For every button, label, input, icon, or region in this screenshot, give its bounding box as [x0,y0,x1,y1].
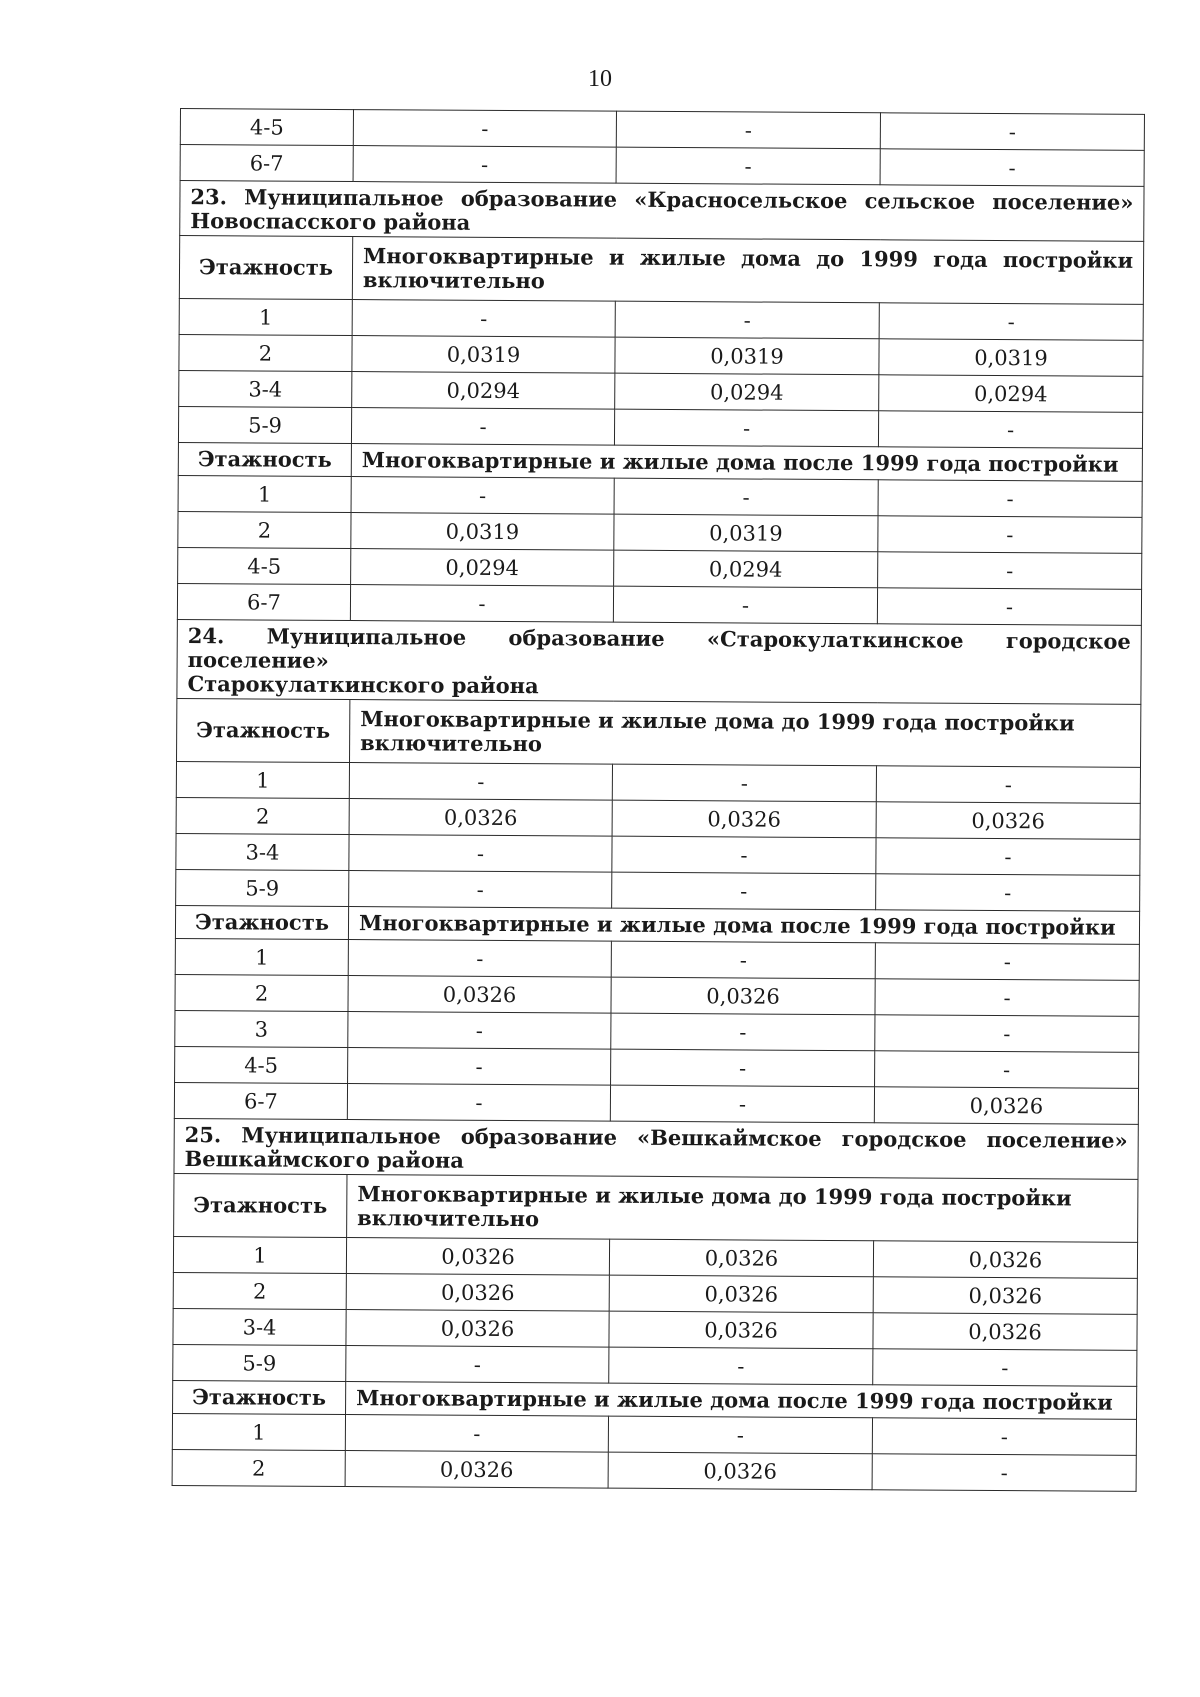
block-caption-cell: Многоквартирные и жилые дома после 1999 года постройки [351,444,1142,482]
value-cell: - [876,874,1140,912]
floor-cell: 6-7 [177,583,350,620]
value-cell: 0,0326 [611,977,875,1015]
floor-cell: 2 [179,334,352,371]
value-cell: - [872,1454,1136,1492]
value-cell: - [877,588,1141,626]
value-cell: - [614,409,878,447]
floor-header-cell: Этажность [179,236,352,300]
value-cell: - [875,943,1139,981]
block-header-row [174,1173,1138,1242]
value-cell: 0,0326 [349,799,612,837]
value-cell: - [875,979,1139,1017]
value-cell: - [611,1013,875,1051]
floor-header-cell: Этажность [177,698,350,762]
value-cell: 0,0326 [346,1274,609,1312]
value-cell: - [352,300,615,338]
table-row [176,797,1140,839]
floor-cell: 5-9 [178,406,351,443]
value-cell: - [347,1084,610,1122]
block-caption-cell: Многоквартирные и жилые дома после 1999 года постройки [348,907,1139,945]
value-cell: 0,0326 [873,1313,1137,1351]
block-caption-cell: Многоквартирные и жилые дома до 1999 года постройки включительно [347,1175,1138,1243]
value-cell: - [353,110,616,148]
value-cell: - [612,872,876,910]
value-cell: 0,0319 [879,339,1143,377]
table-row [179,370,1143,412]
floor-cell: 3-4 [179,370,352,407]
value-cell: 0,0326 [345,1451,608,1489]
floor-header-cell: Этажность [174,1173,347,1237]
value-cell: - [616,111,880,149]
value-cell: - [349,871,612,909]
section-title-line1: 25. Муниципальное образование «Вешкаймское городское поселение» [184,1122,1128,1153]
value-cell: - [873,1349,1137,1387]
value-cell: - [349,835,612,873]
value-cell: - [345,1415,608,1453]
table-row [175,974,1139,1016]
floor-cell: 2 [175,974,348,1011]
floor-cell: 1 [179,298,352,335]
table-row [177,583,1141,625]
value-cell: 0,0326 [346,1310,609,1348]
section-title-row [174,1118,1138,1179]
table-row [178,475,1142,517]
table-row [178,406,1142,448]
value-cell: - [610,1085,874,1123]
floor-cell: 1 [173,1236,346,1273]
table-row [173,1308,1137,1350]
floor-cell: 3-4 [176,833,349,870]
value-cell: - [348,940,611,978]
value-cell: 0,0326 [609,1275,873,1313]
table-row [175,938,1139,980]
table-row [176,869,1140,911]
value-cell: 0,0319 [615,337,879,375]
value-cell: - [350,585,613,623]
floor-cell: 1 [172,1413,345,1450]
floor-cell: 1 [178,475,351,512]
value-cell: - [351,477,614,515]
floor-cell: 1 [176,761,349,798]
value-cell: 0,0326 [612,800,876,838]
block-header-row [177,698,1141,767]
value-cell: - [875,1015,1139,1053]
table-row [172,1449,1136,1491]
value-cell: 0,0294 [879,375,1143,413]
block-caption-cell: Многоквартирные и жилые дома после 1999 года постройки [346,1382,1137,1420]
section-title-row [180,181,1144,242]
floor-cell: 3 [175,1010,348,1047]
value-cell: 0,0326 [348,976,611,1014]
section-title-line1: 23. Муниципальное образование «Красносельское сельское поселение» [190,184,1134,215]
value-cell: - [613,586,877,624]
value-cell: - [349,763,612,801]
floor-cell: 3-4 [173,1308,346,1345]
table-row [174,1082,1138,1124]
table-row [172,1413,1136,1455]
value-cell: - [880,149,1144,187]
table-row [178,547,1142,589]
table-row [173,1272,1137,1314]
tariff-table [172,108,1145,1492]
value-cell: - [611,1049,875,1087]
table-row [178,511,1142,553]
value-cell: 0,0326 [873,1277,1137,1315]
value-cell: - [612,836,876,874]
value-cell: 0,0326 [608,1452,872,1490]
value-cell: 0,0326 [876,802,1140,840]
value-cell: - [353,146,616,184]
section-title-cell [177,619,1141,704]
value-cell: - [351,408,614,446]
value-cell: - [608,1416,872,1454]
value-cell: 0,0326 [609,1239,873,1277]
value-cell: 0,0326 [873,1241,1137,1279]
value-cell: 0,0294 [614,550,878,588]
floor-cell: 2 [172,1449,345,1486]
floor-cell: 4-5 [180,109,353,146]
table-row [179,298,1143,340]
floor-cell: 6-7 [174,1082,347,1119]
value-cell: - [348,1012,611,1050]
floor-cell: 4-5 [178,547,351,584]
value-cell: 0,0319 [351,513,614,551]
section-title-row [177,619,1141,704]
floor-cell: 2 [178,511,351,548]
value-cell: 0,0326 [346,1238,609,1276]
table-row [175,1010,1139,1052]
table-row [173,1344,1137,1386]
floor-cell: 5-9 [173,1344,346,1381]
floor-header-cell: Этажность [178,442,351,476]
floor-cell: 6-7 [180,145,353,182]
value-cell: - [348,1048,611,1086]
page-number: 10 [588,66,612,92]
table-row [179,334,1143,376]
value-cell: - [872,1418,1136,1456]
block-header-row [179,236,1143,305]
floor-header-cell: Этажность [175,905,348,939]
value-cell: - [876,766,1140,804]
floor-cell: 2 [176,797,349,834]
floor-cell: 5-9 [176,869,349,906]
value-cell: 0,0319 [614,514,878,552]
value-cell: - [875,1051,1139,1089]
section-title-line1: 24. Муниципальное образование «Старокулаткинское городское поселение» [187,623,1131,673]
value-cell: 0,0294 [351,549,614,587]
value-cell: - [612,764,876,802]
value-cell: - [346,1346,609,1384]
floor-header-cell: Этажность [173,1380,346,1414]
table-row [175,1046,1139,1088]
value-cell: - [616,147,880,185]
floor-cell: 4-5 [175,1046,348,1083]
table-row [180,145,1144,187]
value-cell: - [609,1347,873,1385]
floor-cell: 2 [173,1272,346,1309]
value-cell: - [614,478,878,516]
value-cell: - [880,113,1144,151]
value-cell: - [879,303,1143,341]
value-cell: 0,0319 [352,336,615,374]
section-title-cell [174,1118,1138,1179]
value-cell: - [876,838,1140,876]
value-cell: - [611,941,875,979]
value-cell: - [615,301,879,339]
value-cell: - [878,480,1142,518]
section-title-line2: Вешкаймского района [184,1146,464,1173]
section-title-line2: Новоспасского района [190,208,471,235]
value-cell: - [878,411,1142,449]
value-cell: 0,0294 [352,372,615,410]
table-row [180,109,1144,151]
block-caption-cell: Многоквартирные и жилые дома до 1999 года постройки включительно [350,700,1141,768]
table-row [173,1236,1137,1278]
table-row [176,761,1140,803]
value-cell: 0,0326 [609,1311,873,1349]
section-title-cell [180,181,1144,242]
floor-cell: 1 [175,938,348,975]
value-cell: 0,0326 [874,1087,1138,1125]
value-cell: - [878,552,1142,590]
table-row [176,833,1140,875]
value-cell: - [878,516,1142,554]
value-cell: 0,0294 [615,373,879,411]
section-title-line2: Старокулаткинского района [187,671,539,699]
block-caption-cell: Многоквартирные и жилые дома до 1999 года постройки включительно [352,237,1143,305]
